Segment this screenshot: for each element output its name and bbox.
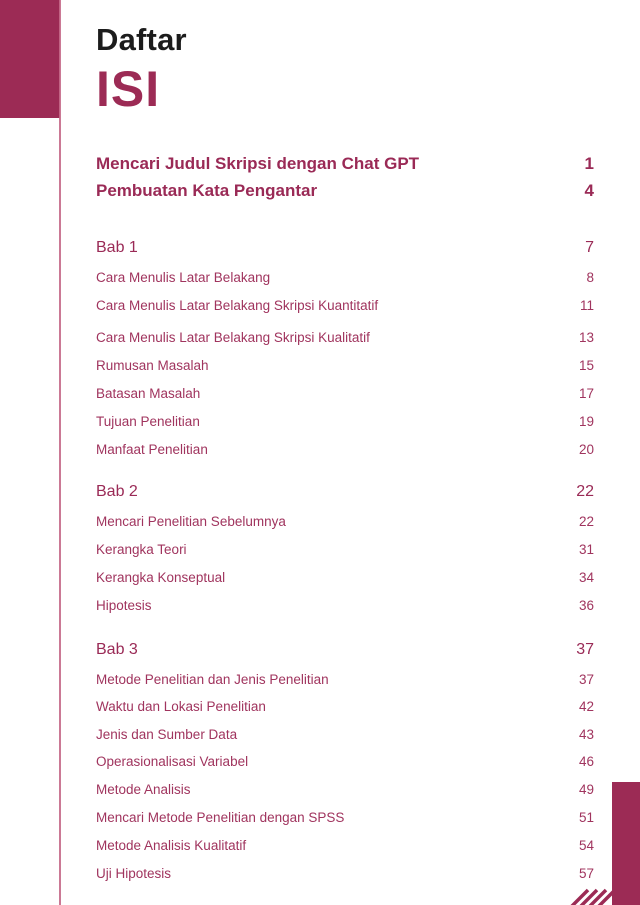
toc-heading-line2: ISI bbox=[96, 61, 161, 117]
toc-entry-page: 1 bbox=[584, 154, 594, 173]
toc-entry-page: 34 bbox=[578, 570, 594, 585]
toc-entry bbox=[96, 358, 594, 373]
toc-entry-page: 17 bbox=[578, 386, 594, 401]
toc-entry-title: Metode Penelitian dan Jenis Penelitian bbox=[96, 672, 329, 687]
toc-entry-title: Kerangka Konseptual bbox=[96, 570, 226, 585]
toc-entry-title: Mencari Penelitian Sebelumnya bbox=[96, 514, 286, 529]
toc-entry bbox=[96, 298, 594, 313]
toc-entry-page: 15 bbox=[578, 358, 594, 373]
toc-entry-page: 51 bbox=[578, 810, 594, 825]
toc-entry bbox=[96, 754, 594, 769]
toc-entry-page: 57 bbox=[578, 866, 594, 881]
toc-entry-title: Mencari Judul Skripsi dengan Chat GPT bbox=[96, 154, 420, 173]
toc-entry bbox=[96, 181, 594, 201]
toc-entry-page: 37 bbox=[578, 672, 594, 687]
toc-entry bbox=[96, 699, 594, 714]
stripe-pattern-decoration bbox=[562, 886, 612, 905]
toc-entry-page: 46 bbox=[578, 754, 594, 769]
toc-entry-title: Jenis dan Sumber Data bbox=[96, 727, 238, 742]
toc-entry bbox=[96, 270, 594, 285]
toc-entry-title: Kerangka Teori bbox=[96, 542, 187, 557]
toc-entry-page: 4 bbox=[584, 181, 594, 200]
toc-entry-page: 31 bbox=[578, 542, 594, 557]
toc-entry bbox=[96, 782, 594, 797]
toc-entry bbox=[96, 727, 594, 742]
toc-entry bbox=[96, 570, 594, 585]
page-margin-line bbox=[59, 0, 61, 905]
toc-entry-title: Metode Analisis Kualitatif bbox=[96, 838, 247, 853]
toc-entry-page: 19 bbox=[578, 414, 594, 429]
toc-entry-title: Waktu dan Lokasi Penelitian bbox=[96, 699, 266, 714]
toc-entry-title: Metode Analisis bbox=[96, 782, 191, 797]
toc-entry-title: Uji Hipotesis bbox=[96, 866, 172, 881]
toc-entry bbox=[96, 866, 594, 881]
corner-decoration-top-left bbox=[0, 0, 60, 118]
toc-entry bbox=[96, 414, 594, 429]
toc-chapter-row bbox=[96, 483, 594, 501]
toc-entry bbox=[96, 810, 594, 825]
toc-entry-title: Operasionalisasi Variabel bbox=[96, 754, 249, 769]
toc-chapter-row bbox=[96, 239, 594, 257]
toc-entry-page: 49 bbox=[578, 782, 594, 797]
toc-entry-title: Pembuatan Kata Pengantar bbox=[96, 181, 318, 200]
corner-decoration-bottom-right bbox=[612, 782, 640, 905]
toc-entry bbox=[96, 330, 594, 345]
toc-entry-title: Cara Menulis Latar Belakang Skripsi Kuantitatif bbox=[96, 298, 379, 313]
toc-entry-page: 43 bbox=[578, 727, 594, 742]
toc-entry-page: 8 bbox=[586, 270, 594, 285]
toc-entry-page: 7 bbox=[585, 239, 594, 256]
toc-entry bbox=[96, 442, 594, 457]
toc-entry bbox=[96, 598, 594, 613]
toc-entry-title: Manfaat Penelitian bbox=[96, 442, 208, 457]
toc-entry-title: Bab 3 bbox=[96, 641, 138, 658]
toc-entry bbox=[96, 672, 594, 687]
toc-entry bbox=[96, 154, 594, 174]
toc-entry-page: 37 bbox=[576, 641, 594, 658]
toc-entry-page: 22 bbox=[576, 483, 594, 500]
toc-entry-title: Cara Menulis Latar Belakang bbox=[96, 270, 271, 285]
toc-entry-title: Hipotesis bbox=[96, 598, 152, 613]
toc-entry-title: Mencari Metode Penelitian dengan SPSS bbox=[96, 810, 345, 825]
toc-entry-title: Bab 2 bbox=[96, 483, 138, 500]
toc-chapter-row bbox=[96, 641, 594, 659]
toc-entry-title: Tujuan Penelitian bbox=[96, 414, 200, 429]
toc-entry-page: 36 bbox=[578, 598, 594, 613]
toc-entry-page: 42 bbox=[578, 699, 594, 714]
toc-entry-title: Batasan Masalah bbox=[96, 386, 201, 401]
toc-entry-title: Rumusan Masalah bbox=[96, 358, 209, 373]
toc-entry-page: 11 bbox=[579, 298, 594, 313]
toc-entry-page: 22 bbox=[578, 514, 594, 529]
toc-entry bbox=[96, 838, 594, 853]
toc-entry-page: 54 bbox=[578, 838, 594, 853]
toc-entry-page: 13 bbox=[578, 330, 594, 345]
toc-entry bbox=[96, 542, 594, 557]
toc-heading-line1: Daftar bbox=[96, 22, 187, 57]
toc-entry-page: 20 bbox=[578, 442, 594, 457]
toc-entry-title: Bab 1 bbox=[96, 239, 138, 256]
toc-entry-title: Cara Menulis Latar Belakang Skripsi Kualitatif bbox=[96, 330, 370, 345]
toc-entry bbox=[96, 514, 594, 529]
toc-entry bbox=[96, 386, 594, 401]
